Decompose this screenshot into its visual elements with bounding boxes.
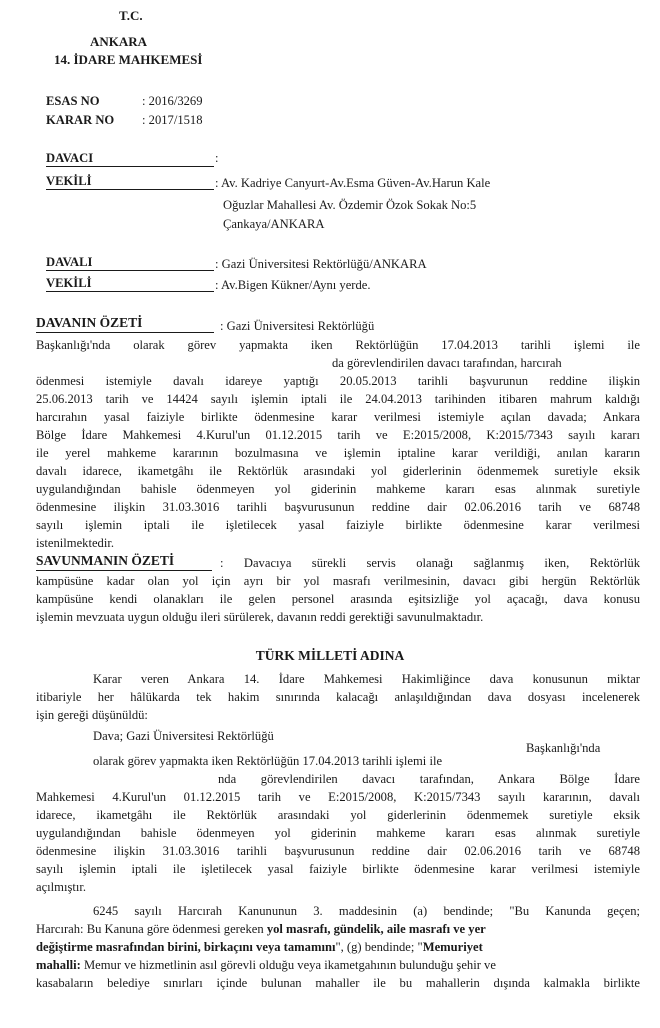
law-line-5: kasabaların belediye sınırları içinde bulunan mahaller ile bu mahallerin dışında kalmakla birlikte [36,976,640,990]
intro-line-1: Karar veren Ankara 14. İdare Mahkemesi Hakimliğince dava konusunun miktar [93,672,640,686]
law-line-3 [36,939,640,955]
dava-line-9: açılmıştır. [36,880,87,894]
header-court: 14. İDARE MAHKEMESİ [54,52,203,67]
ozet-line-5: harcırahın yasal faiziyle birlikte ödenmesine karar verilmesi istemiyle açılan davada; Ankara [36,410,640,424]
intro-line-3: işin gereği düşünüldü: [36,708,148,722]
law-line-2 [36,921,640,937]
decision-title: TÜRK MİLLETİ ADINA [255,648,405,663]
law-line-4 [36,957,640,973]
savunma-first-line: : Davacıya sürekli servis olanağı sağlanmış iken, Rektörlük [220,556,640,570]
karar-label: KARAR NO [46,113,115,127]
davaci-underline [46,166,214,167]
vekili-value-1: : Av. Kadriye Canyurt-Av.Esma Güven-Av.Harun Kale [215,176,491,190]
vekili-underline-2 [46,291,214,292]
dava-line-4: Mahkemesi 4.Kurul'un 01.12.2015 tarih ve E:2015/2008, K:2015/7343 sayılı kararının, davalı [36,790,640,804]
davali-value: : Gazi Üniversitesi Rektörlüğü/ANKARA [215,257,427,271]
vekili-underline-1 [46,189,214,190]
law-line-3-text: ", (g) bendinde; " [335,940,423,954]
esas-label: ESAS NO [46,94,100,108]
dava-line-3: nda görevlendirilen davacı tarafından, Ankara Bölge İdare [218,772,640,786]
davali-underline [46,270,214,271]
dava-line-7: ödenmesine ilişkin 31.03.3016 tarihli başvurusunun reddine dair 02.06.2016 tarih ve 68748 [36,844,640,858]
ozet-line-1: Başkanlığı'nda olarak görev yapmakta iken Rektörlüğün 17.04.2013 tarihli işlemi ile [36,338,640,352]
vekili-value-2: : Av.Bigen Kükner/Aynı yerde. [215,278,371,292]
ozet-line-6: Bölge İdare Mahkemesi 4.Kurul'un 01.12.2015 tarih ve E:2015/2008, K:2015/7343 sayılı kararı [36,428,640,442]
law-line-3-bold: değiştirme masrafından birini, birkaçını veya tamamını [36,940,336,954]
dava-line-8: sayılı işlemin iptali ile işletilecek yasal faiziyle birlikte ödenmesine karar verilmesi istemiyle [36,862,640,876]
vekili-label-1: VEKİLİ [46,174,92,188]
davanin-ozeti-first-line: : Gazi Üniversitesi Rektörlüğü [220,319,375,333]
davanin-ozeti-heading: DAVANIN ÖZETİ [36,315,143,330]
dava-line-1: Dava; Gazi Üniversitesi Rektörlüğü [93,729,274,743]
law-line-4-text: Memur ve hizmetlinin asıl görevli olduğu veya ikametgahının bulunduğu şehir ve [83,958,496,972]
header-city: ANKARA [90,34,148,49]
davanin-ozeti-underline [36,332,214,333]
law-line-1: 6245 sayılı Harcırah Kanununun 3. maddesinin (a) bendinde; "Bu Kanunda geçen; [93,904,640,918]
intro-line-2: itibariyle her hâlükarda tek hakim sınırında kalacağı anlaşıldığından dava dosyası incelenerek [36,690,640,704]
law-line-2-bold: yol masrafı, gündelik, aile masrafı ve yer [266,922,486,936]
savunmanin-ozeti-heading: SAVUNMANIN ÖZETİ [36,553,175,568]
ozet-line-3: ödenmesi istemiyle davalı idareye yaptığı 20.05.2013 tarihli başvurunun reddine ilişkin [36,374,640,388]
header-tc: T.C. [119,8,143,23]
savunma-line-2: kampüsüne kendi olanakları ile gelen personel arasında eşitsizliğe yol açacağı, dava konusu [36,592,640,606]
law-line-3-bold-2: Memuriyet [422,940,483,954]
vekili-address-1: Oğuzlar Mahallesi Av. Özdemir Özok Sokak No:5 [223,198,477,212]
savunmanin-ozeti-underline [36,570,212,571]
ozet-line-7: ile yerel mahkeme kararının bozulmasına ve işlemin iptaline karar verildiği, anılan kararın [36,446,640,460]
ozet-line-4: 25.06.2013 tarih ve 14424 sayılı işlemin iptali ile 24.04.2013 tarihinden itibaren mahrum kaldığı [36,392,640,406]
law-line-4-bold: mahalli: [36,958,81,972]
dava-line-1-right: Başkanlığı'nda [526,741,601,755]
ozet-line-11: sayılı işlemin iptali ile işletilecek yasal faiziyle birlikte ödenmesine karar verilmesi [36,518,640,532]
dava-line-6: uygulandığından bahisle ödenmeyen yol giderinin mahkeme kararı esas alınmak suretiyle [36,826,640,840]
davaci-label: DAVACI [46,151,94,165]
ozet-line-10: ödenmesine ilişkin 31.03.3016 tarihli başvurusunun reddine dair 02.06.2016 tarih ve 68748 [36,500,640,514]
esas-value: : 2016/3269 [142,94,203,108]
ozet-line-9: uygulandığından bahisle ödenmeyen yol giderinin mahkeme kararı esas alınmak suretiyle [36,482,640,496]
davaci-value: : [215,151,219,165]
davali-label: DAVALI [46,255,93,269]
ozet-line-2: da görevlendirilen davacı tarafından, harcırah [332,356,562,370]
savunma-line-3: işlemin mevzuata uygun olduğu ileri sürülerek, davanın reddi gerektiği savunulmaktadır. [36,610,484,624]
karar-value: : 2017/1518 [142,113,203,127]
dava-line-2: olarak görev yapmakta iken Rektörlüğün 17.04.2013 tarihli işlemi ile [93,754,443,768]
ozet-line-12: istenilmektedir. [36,536,114,550]
ozet-line-8: davalı idarece, ikametgâhı ile Rektörlük arasındaki yol giderlerinin ödenmemek suretiyle eksik [36,464,640,478]
vekili-label-2: VEKİLİ [46,276,92,290]
dava-line-5: idarece, ikametgâhı ile Rektörlük arasındaki yol giderlerinin ödenmemek suretiyle eksik [36,808,640,822]
savunma-line-1: kampüsüne kadar olan yol için ayrı bir yol masrafı verilmesinin, davacı gibi hergün Rektörlük [36,574,640,588]
vekili-address-2: Çankaya/ANKARA [223,217,325,231]
law-line-2-text: Harcırah: Bu Kanuna göre ödenmesi gereken [36,922,264,936]
